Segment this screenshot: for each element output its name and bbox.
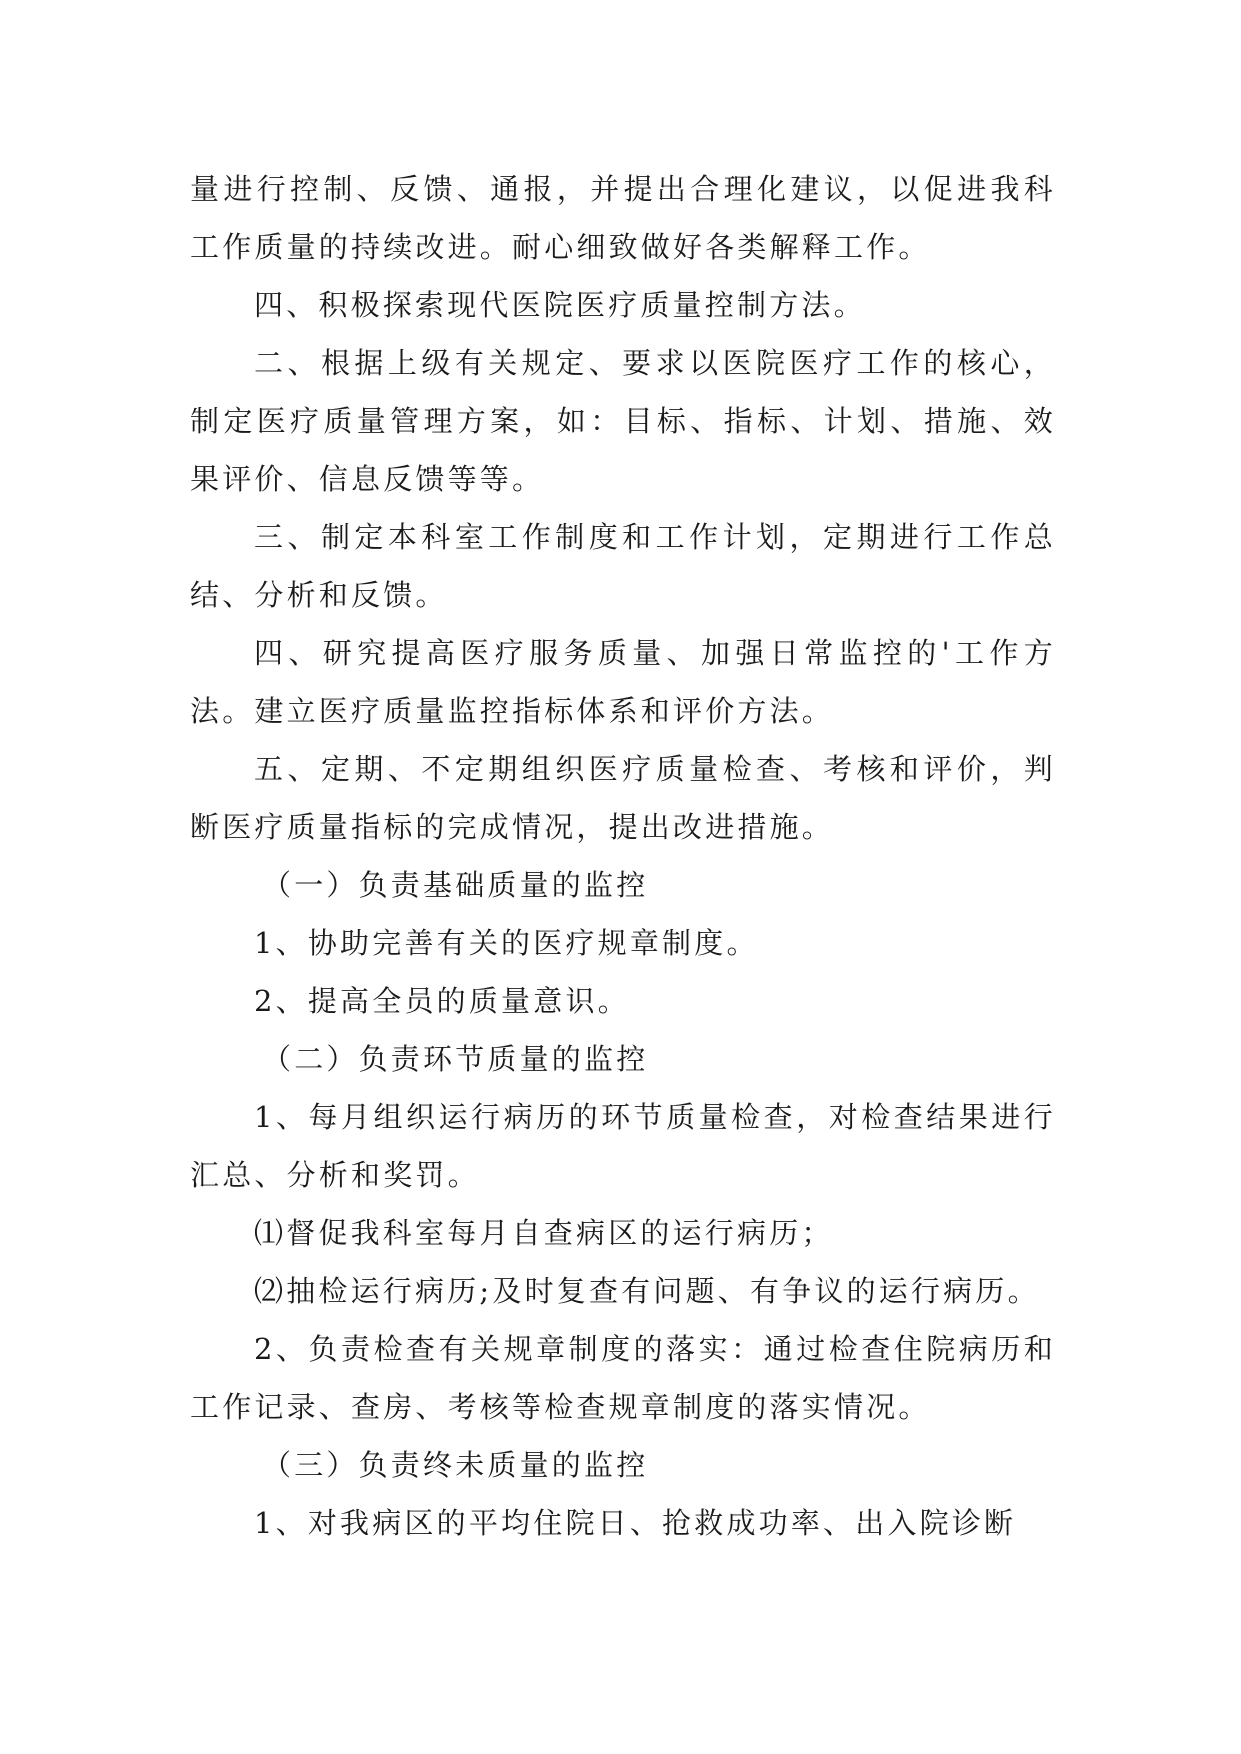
paragraph: 四、研究提高医疗服务质量、加强日常监控的'工作方法。建立医疗质量监控指标体系和评价方法。 — [190, 636, 1056, 728]
list-item: 1、对我病区的平均住院日、抢救成功率、出入院诊断 — [254, 1506, 1017, 1540]
list-item: ⑵抽检运行病历;及时复查有问题、有争议的运行病历。 — [254, 1274, 1040, 1308]
paragraph: 四、积极探索现代医院医疗质量控制方法。 — [254, 288, 866, 322]
document-body — [190, 160, 1056, 1552]
section-heading: （二）负责环节质量的监控 — [262, 1042, 649, 1076]
paragraph: 二、根据上级有关规定、要求以医院医疗工作的核心，制定医疗质量管理方案，如：目标、指标、计划、措施、效果评价、信息反馈等等。 — [190, 346, 1056, 496]
section-heading: （一）负责基础质量的监控 — [262, 868, 649, 902]
list-item: ⑴督促我科室每月自查病区的运行病历； — [254, 1216, 834, 1250]
section-heading: （三）负责终未质量的监控 — [262, 1448, 649, 1482]
paragraph: 三、制定本科室工作制度和工作计划，定期进行工作总结、分析和反馈。 — [190, 520, 1056, 612]
list-item: 1、每月组织运行病历的环节质量检查，对检查结果进行汇总、分析和奖罚。 — [190, 1100, 1056, 1192]
list-item: 1、协助完善有关的医疗规章制度。 — [254, 926, 759, 960]
list-item: 2、提高全员的质量意识。 — [254, 984, 630, 1018]
list-item: 2、负责检查有关规章制度的落实：通过检查住院病历和工作记录、查房、考核等检查规章制度的落实情况。 — [190, 1332, 1056, 1424]
paragraph: 五、定期、不定期组织医疗质量检查、考核和评价，判断医疗质量指标的完成情况，提出改进措施。 — [190, 752, 1056, 844]
paragraph: 量进行控制、反馈、通报，并提出合理化建议，以促进我科工作质量的持续改进。耐心细致做好各类解释工作。 — [190, 172, 1056, 264]
